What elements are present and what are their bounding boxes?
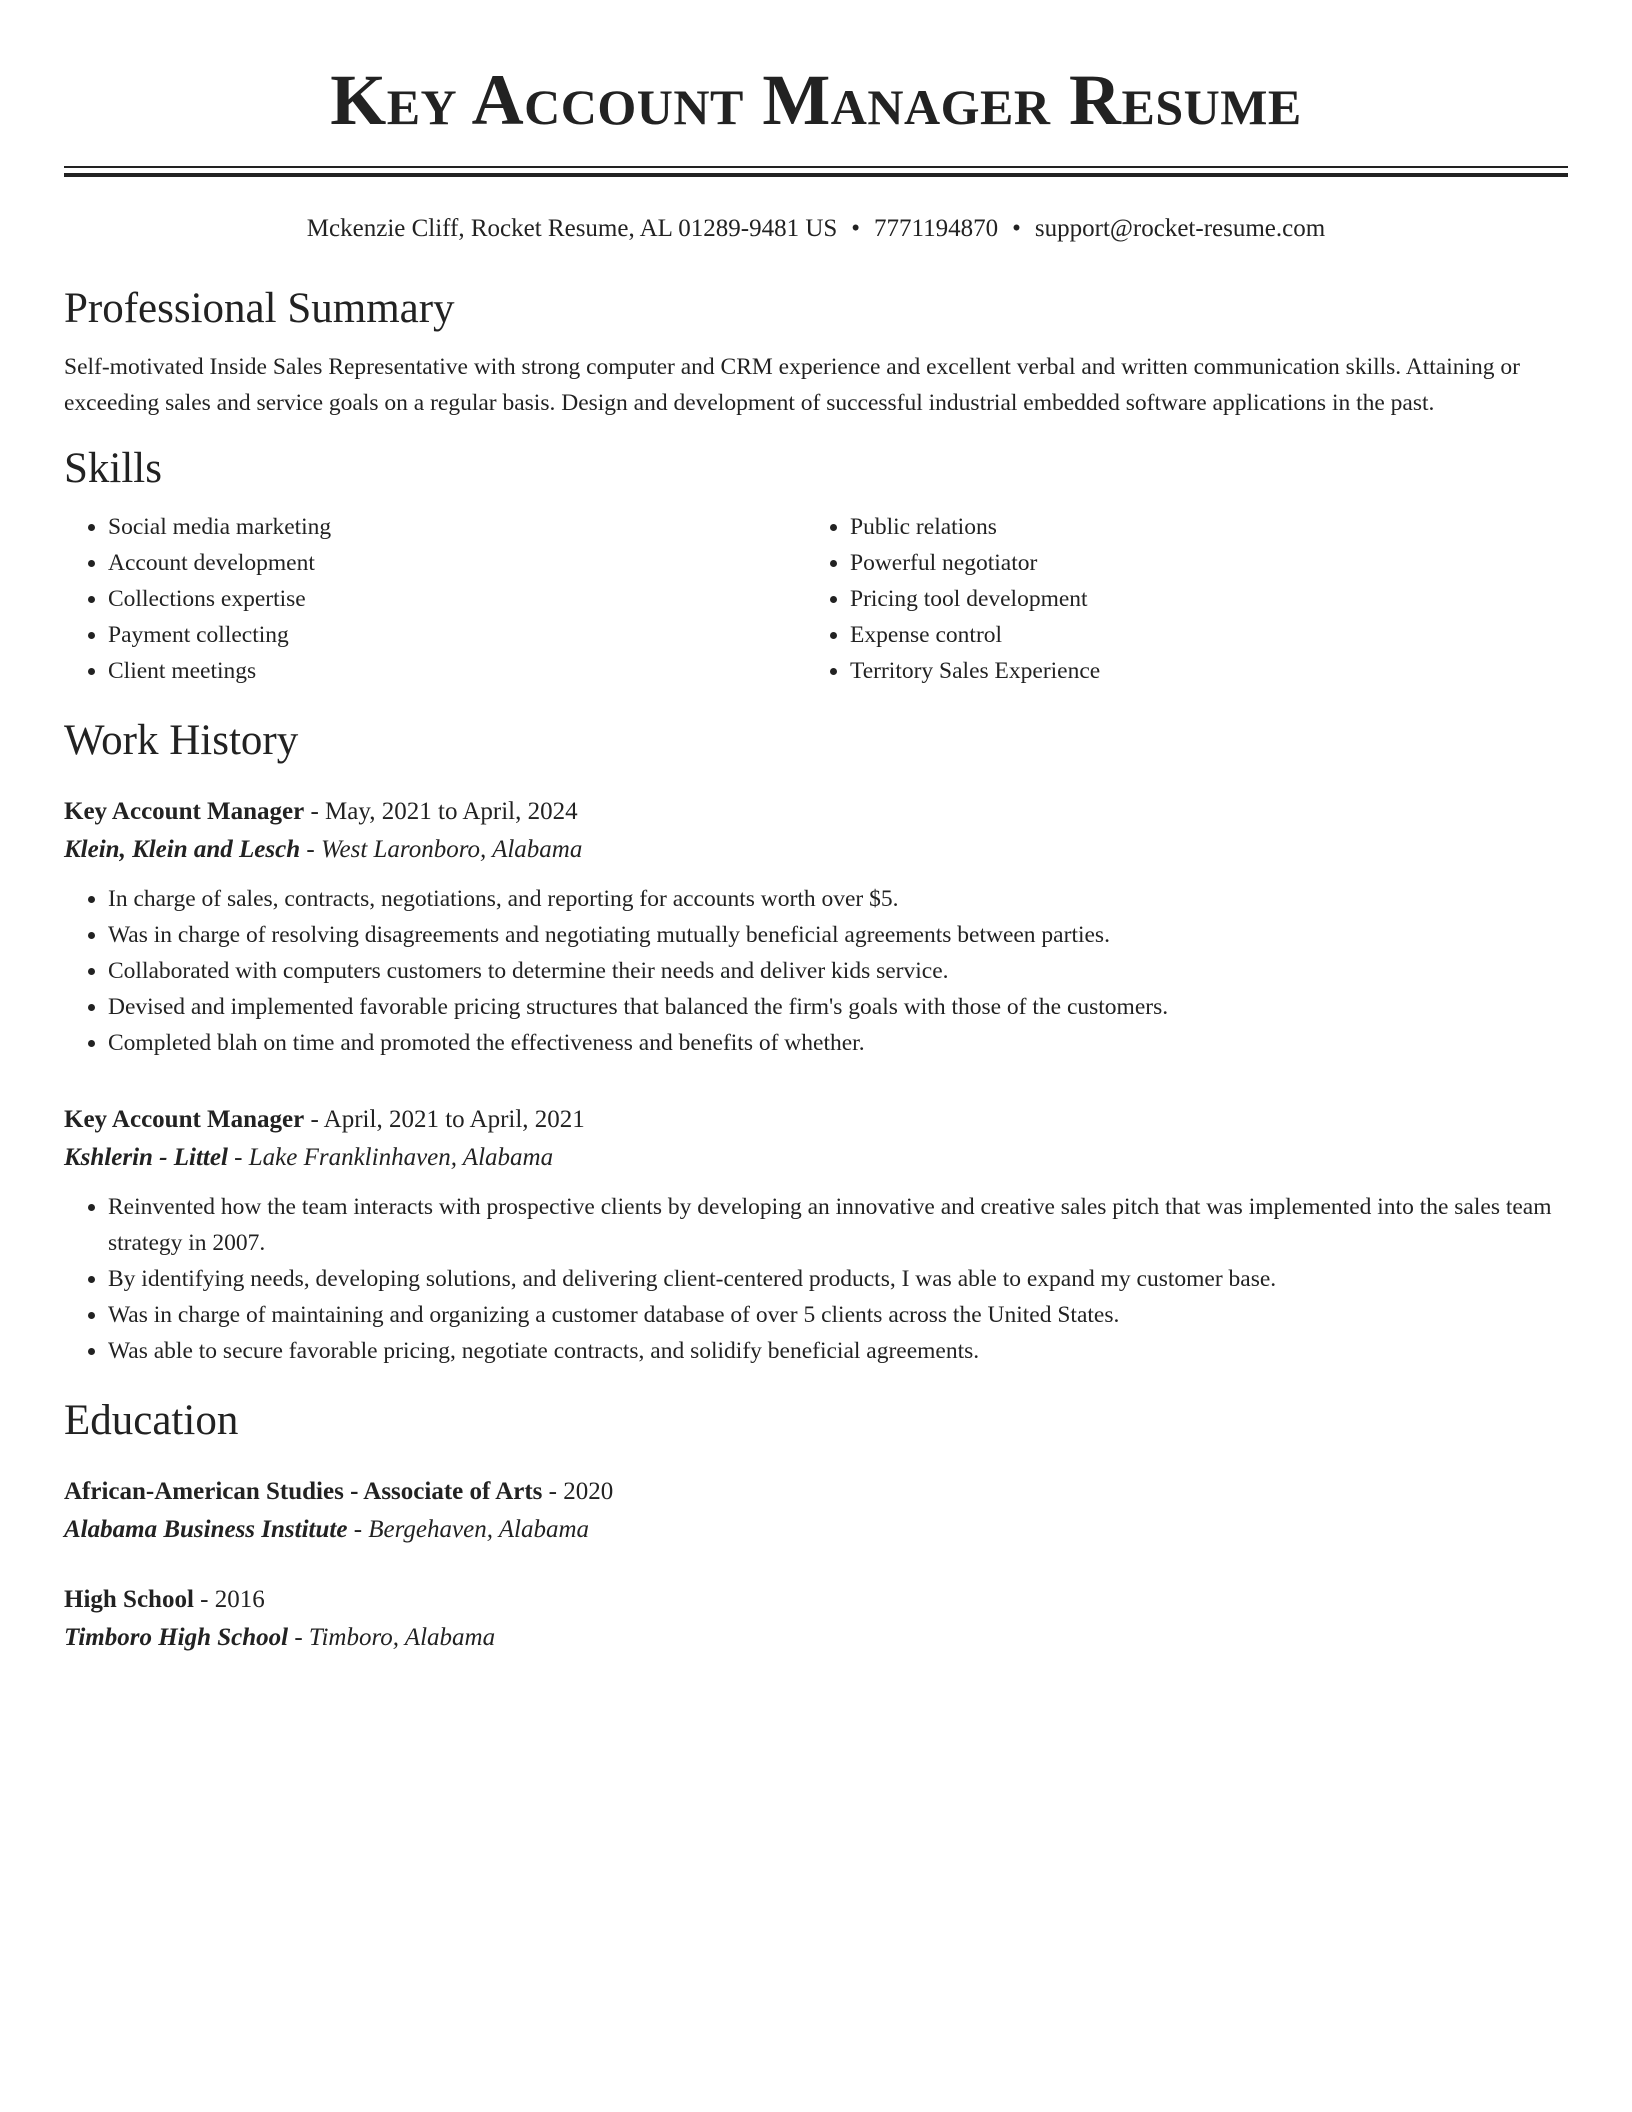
education-degree-line: [64, 1473, 1568, 1511]
skill-item: • Account development: [108, 545, 806, 581]
skill-item: • Payment collecting: [108, 617, 806, 653]
education-year: - 2020: [542, 1478, 614, 1505]
education-year: - 2016: [193, 1586, 265, 1613]
job-entry: [64, 793, 1568, 1061]
education-section: [64, 1393, 1568, 1657]
work-history-section: [64, 713, 1568, 1369]
education-school-line: [64, 1619, 1568, 1657]
job-company: Klein, Klein and Lesch: [64, 836, 301, 863]
skill-item: • Collections expertise: [108, 581, 806, 617]
education-school: Alabama Business Institute: [64, 1516, 348, 1543]
job-entry: [64, 1101, 1568, 1369]
resume-title: Key Account Manager Resume: [330, 60, 1302, 140]
skill-item: • Pricing tool development: [850, 581, 1548, 617]
skills-list-left: [64, 509, 806, 689]
title-divider-thin: [64, 166, 1568, 168]
contact-separator: •: [851, 215, 861, 242]
job-bullets: [64, 1189, 1568, 1369]
job-title-line: [64, 1101, 1568, 1139]
skill-item: • Public relations: [850, 509, 1548, 545]
skill-item: • Expense control: [850, 617, 1548, 653]
job-bullet: • Devised and implemented favorable pricing structures that balanced the firm's goals with those of the customers.: [108, 989, 1568, 1025]
job-bullets: [64, 881, 1568, 1061]
education-location: - Bergehaven, Alabama: [347, 1516, 590, 1543]
education-degree: African-American Studies - Associate of Arts: [64, 1478, 543, 1505]
job-bullet: • Reinvented how the team interacts with prospective clients by developing an innovative and creative sales pitch that was implemented into the sales team strategy in 2007.: [108, 1189, 1568, 1261]
job-bullet: • Was in charge of resolving disagreements and negotiating mutually beneficial agreements between parties.: [108, 917, 1568, 953]
job-company: Kshlerin - Littel: [64, 1144, 228, 1171]
job-bullet: • In charge of sales, contracts, negotiations, and reporting for accounts worth over $5.: [108, 881, 1568, 917]
education-degree: High School: [64, 1586, 194, 1613]
job-bullet: • By identifying needs, developing solutions, and delivering client-centered products, I was able to expand my customer base.: [108, 1261, 1568, 1297]
job-location: - West Laronboro, Alabama: [300, 836, 583, 863]
work-history-heading: Work History: [64, 717, 299, 764]
contact-separator: •: [1012, 215, 1021, 242]
contact-line: [64, 213, 1568, 245]
education-heading: Education: [64, 1397, 239, 1444]
education-degree-line: [64, 1581, 1568, 1619]
job-title-line: [64, 793, 1568, 831]
job-bullet: • Was able to secure favorable pricing, negotiate contracts, and solidify beneficial agreements.: [108, 1333, 1568, 1369]
contact-email: support@rocket-resume.com: [1034, 215, 1326, 242]
job-company-line: [64, 831, 1568, 869]
summary-heading: Professional Summary: [64, 285, 455, 332]
job-dates: - April, 2021 to April, 2021: [304, 1106, 585, 1133]
skills-list-right: [806, 509, 1548, 689]
job-bullet: • Collaborated with computers customers to determine their needs and deliver kids service.: [108, 953, 1568, 989]
job-location: - Lake Franklinhaven, Alabama: [227, 1144, 554, 1171]
skills-section: [64, 441, 1568, 689]
education-school-line: [64, 1511, 1568, 1549]
title-divider-thick: [64, 173, 1568, 177]
education-location: - Timboro, Alabama: [288, 1624, 496, 1651]
job-title: Key Account Manager: [64, 1106, 305, 1133]
education-entry: [64, 1473, 1568, 1549]
education-school: Timboro High School: [64, 1624, 289, 1651]
skill-item: • Territory Sales Experience: [850, 653, 1548, 689]
skills-heading: Skills: [64, 445, 162, 492]
contact-address: Mckenzie Cliff, Rocket Resume, AL 01289-9481 US: [306, 215, 838, 242]
job-company-line: [64, 1139, 1568, 1177]
job-bullet: • Was in charge of maintaining and organizing a customer database of over 5 clients across the United States.: [108, 1297, 1568, 1333]
contact-phone: 7771194870: [874, 215, 999, 242]
job-dates: - May, 2021 to April, 2024: [304, 798, 578, 825]
education-entry: [64, 1581, 1568, 1657]
job-bullet: • Completed blah on time and promoted the effectiveness and benefits of whether.: [108, 1025, 1568, 1061]
skills-columns: [64, 509, 1568, 689]
skill-item: • Client meetings: [108, 653, 806, 689]
summary-text: Self-motivated Inside Sales Representative with strong computer and CRM experience and excellent verbal and written communication skills. Attaining or exceeding sales and service goals on a regular basis. Design and development of successful industrial embedded software applications in the past.: [64, 354, 1520, 416]
skill-item: • Social media marketing: [108, 509, 806, 545]
job-title: Key Account Manager: [64, 798, 305, 825]
skill-item: • Powerful negotiator: [850, 545, 1548, 581]
summary-section: [64, 281, 1568, 421]
